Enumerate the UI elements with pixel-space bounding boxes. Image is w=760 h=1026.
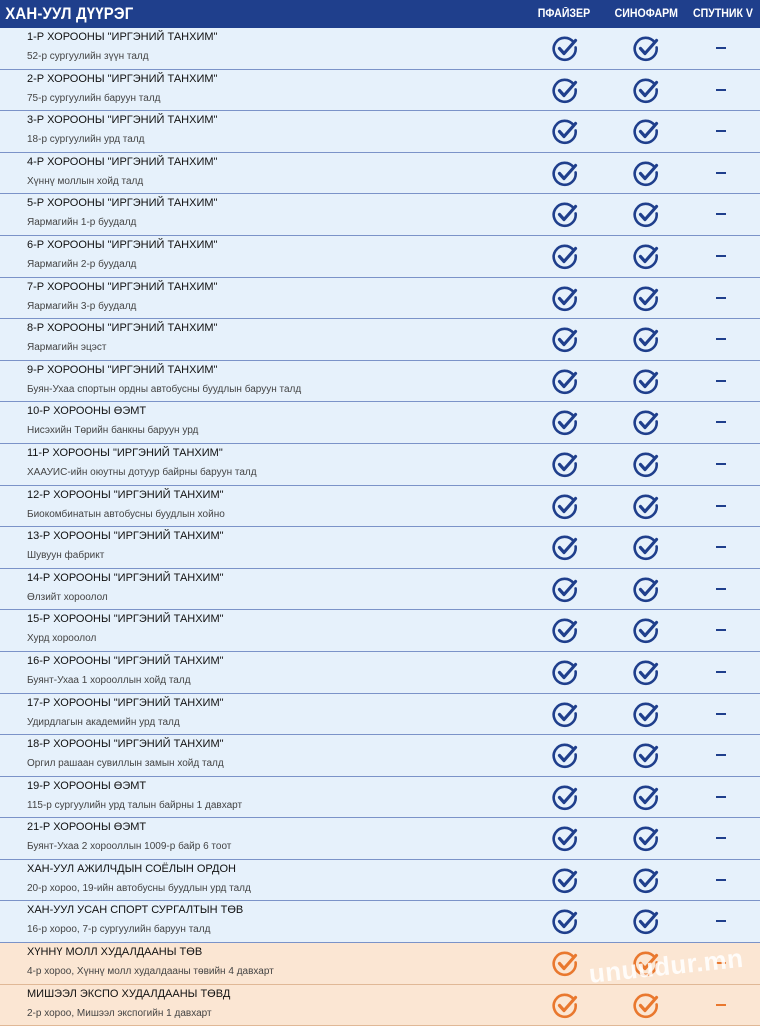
site-address: 2-р хороо, Мишээл экспогийн 1 давхарт — [27, 1007, 212, 1019]
site-name: ХАН-УУЛ УСАН СПОРТ СУРГАЛТЫН ТӨВ — [27, 904, 244, 917]
site-address: Нисэхийн Төрийн банкны баруун урд — [27, 425, 199, 437]
check-circle-icon — [632, 35, 660, 63]
table-row — [0, 694, 760, 736]
dash-icon — [716, 671, 726, 673]
site-name: 11-Р ХОРООНЫ "ИРГЭНИЙ ТАНХИМ" — [27, 446, 223, 459]
table-row — [0, 319, 760, 361]
site-name: 9-Р ХОРООНЫ "ИРГЭНИЙ ТАНХИМ" — [27, 363, 218, 376]
check-circle-icon — [551, 784, 579, 812]
dash-icon — [716, 130, 726, 132]
table-row — [0, 901, 760, 943]
check-circle-icon — [632, 576, 660, 604]
site-name: 17-Р ХОРООНЫ "ИРГЭНИЙ ТАНХИМ" — [27, 696, 224, 709]
site-name: 15-Р ХОРООНЫ "ИРГЭНИЙ ТАНХИМ" — [27, 613, 224, 626]
site-name: 5-Р ХОРООНЫ "ИРГЭНИЙ ТАНХИМ" — [27, 197, 218, 210]
table-row — [0, 278, 760, 320]
check-circle-icon — [551, 867, 579, 895]
check-circle-icon — [551, 576, 579, 604]
check-circle-icon — [632, 77, 660, 105]
check-circle-icon — [551, 77, 579, 105]
dash-icon — [716, 629, 726, 631]
dash-icon — [716, 338, 726, 340]
site-name: 10-Р ХОРООНЫ ӨЭМТ — [27, 405, 147, 418]
check-circle-icon — [632, 784, 660, 812]
site-address: Яармагийн 1-р буудалд — [27, 217, 137, 229]
site-name: 6-Р ХОРООНЫ "ИРГЭНИЙ ТАНХИМ" — [27, 238, 218, 251]
check-circle-icon — [551, 701, 579, 729]
site-name: 21-Р ХОРООНЫ ӨЭМТ — [27, 821, 147, 834]
site-address: Яармагийн 2-р буудалд — [27, 258, 137, 270]
dash-icon — [716, 213, 726, 215]
table-row — [0, 402, 760, 444]
column-header-pfizer: ПФАЙЗЕР — [537, 8, 591, 20]
site-address: Биокомбинатын автобусны буудлын хойно — [27, 508, 225, 520]
dash-icon — [716, 89, 726, 91]
table-row — [0, 70, 760, 112]
district-title: ХАН-УУЛ ДҮҮРЭГ — [5, 4, 134, 23]
table-row — [0, 194, 760, 236]
watermark-text: unuudur.mn — [587, 942, 745, 989]
check-circle-icon — [551, 368, 579, 396]
check-circle-icon — [632, 326, 660, 354]
site-address: Яармагийн эцэст — [27, 342, 107, 354]
check-circle-icon — [632, 201, 660, 229]
site-address: 20-р хороо, 19-ийн автобусны буудлын урд талд — [27, 882, 251, 894]
site-address: Өлзийт хороолол — [27, 591, 108, 603]
check-circle-icon — [551, 326, 579, 354]
check-circle-icon — [551, 617, 579, 645]
site-address: Оргил рашаан сувиллын замын хойд талд — [27, 758, 224, 770]
site-address: Буянт-Ухаа 1 хорооллын хойд талд — [27, 674, 191, 686]
table-row — [0, 652, 760, 694]
check-circle-icon — [551, 285, 579, 313]
check-circle-icon — [551, 742, 579, 770]
check-circle-icon — [551, 201, 579, 229]
check-circle-icon — [632, 243, 660, 271]
dash-icon — [716, 463, 726, 465]
check-circle-icon — [632, 825, 660, 853]
dash-icon — [716, 879, 726, 881]
site-address: Шувуун фабрикт — [27, 550, 105, 562]
site-name: МИШЭЭЛ ЭКСПО ХУДАЛДААНЫ ТӨВД — [27, 987, 231, 1000]
check-circle-icon — [632, 742, 660, 770]
table-row — [0, 610, 760, 652]
check-circle-icon — [632, 908, 660, 936]
site-address: ХААУИС-ийн оюутны дотуур байрны баруун талд — [27, 466, 257, 478]
table-row — [0, 236, 760, 278]
check-circle-icon — [551, 659, 579, 687]
site-name: ХАН-УУЛ АЖИЛЧДЫН СОЁЛЫН ОРДОН — [27, 862, 236, 875]
check-circle-icon — [551, 118, 579, 146]
site-address: Хурд хороолол — [27, 633, 97, 645]
table-row — [0, 818, 760, 860]
check-circle-icon — [632, 617, 660, 645]
check-circle-icon — [551, 243, 579, 271]
column-header-sputnik: СПУТНИК V — [692, 8, 754, 20]
site-address: Буянт-Ухаа 2 хорооллын 1009-р байр 6 тоот — [27, 841, 232, 853]
check-circle-icon — [632, 409, 660, 437]
check-circle-icon — [551, 534, 579, 562]
site-address: Хүннү моллын хойд талд — [27, 175, 144, 187]
dash-icon — [716, 754, 726, 756]
site-address: 4-р хороо, Хүннү молл худалдааны төвийн 4 давхарт — [27, 966, 274, 978]
check-circle-icon — [632, 867, 660, 895]
site-name: 18-Р ХОРООНЫ "ИРГЭНИЙ ТАНХИМ" — [27, 738, 224, 751]
check-circle-icon — [551, 992, 579, 1020]
check-circle-icon — [632, 701, 660, 729]
dash-icon — [716, 421, 726, 423]
check-circle-icon — [632, 285, 660, 313]
dash-icon — [716, 837, 726, 839]
table-row — [0, 444, 760, 486]
table-row — [0, 153, 760, 195]
vaccination-sites-list — [0, 28, 760, 1026]
site-address: 18-р сургуулийн урд талд — [27, 134, 145, 146]
table-row — [0, 777, 760, 819]
site-address: Удирдлагын академийн урд талд — [27, 716, 180, 728]
check-circle-icon — [551, 950, 579, 978]
site-name: 14-Р ХОРООНЫ "ИРГЭНИЙ ТАНХИМ" — [27, 571, 224, 584]
site-address: 52-р сургуулийн зүүн талд — [27, 51, 149, 62]
site-name: 7-Р ХОРООНЫ "ИРГЭНИЙ ТАНХИМ" — [27, 280, 218, 293]
column-header-sinopharm: СИНОФАРМ — [614, 8, 678, 20]
site-name: 3-Р ХОРООНЫ "ИРГЭНИЙ ТАНХИМ" — [27, 114, 218, 127]
site-address: Буян-Ухаа спортын ордны автобусны буудлын баруун талд — [27, 383, 302, 395]
dash-icon — [716, 546, 726, 548]
check-circle-icon — [551, 908, 579, 936]
dash-icon — [716, 920, 726, 922]
check-circle-icon — [551, 35, 579, 63]
check-circle-icon — [551, 825, 579, 853]
check-circle-icon — [632, 493, 660, 521]
site-address: Яармагийн 3-р буудалд — [27, 300, 137, 312]
check-circle-icon — [632, 160, 660, 188]
site-address: 115-р сургуулийн урд талын байрны 1 давхарт — [27, 799, 243, 811]
site-name: 2-Р ХОРООНЫ "ИРГЭНИЙ ТАНХИМ" — [27, 72, 218, 85]
site-name: 8-Р ХОРООНЫ "ИРГЭНИЙ ТАНХИМ" — [27, 322, 218, 335]
check-circle-icon — [551, 493, 579, 521]
table-row — [0, 486, 760, 528]
site-name: 4-Р ХОРООНЫ "ИРГЭНИЙ ТАНХИМ" — [27, 155, 218, 168]
check-circle-icon — [632, 659, 660, 687]
site-name: 19-Р ХОРООНЫ ӨЭМТ — [27, 779, 147, 792]
table-row — [0, 569, 760, 611]
site-name: ХҮННҮ МОЛЛ ХУДАЛДААНЫ ТӨВ — [27, 946, 203, 959]
dash-icon — [716, 255, 726, 257]
check-circle-icon — [551, 409, 579, 437]
dash-icon — [716, 588, 726, 590]
table-row — [0, 527, 760, 569]
dash-icon — [716, 796, 726, 798]
site-name: 1-Р ХОРООНЫ "ИРГЭНИЙ ТАНХИМ" — [27, 31, 218, 43]
site-address: 75-р сургуулийн баруун талд — [27, 92, 161, 104]
check-circle-icon — [632, 534, 660, 562]
table-row — [0, 735, 760, 777]
check-circle-icon — [551, 451, 579, 479]
site-name: 16-Р ХОРООНЫ "ИРГЭНИЙ ТАНХИМ" — [27, 654, 224, 667]
table-row — [0, 860, 760, 902]
dash-icon — [716, 47, 726, 49]
table-row — [0, 361, 760, 403]
check-circle-icon — [551, 160, 579, 188]
table-header — [0, 0, 760, 28]
check-circle-icon — [632, 451, 660, 479]
table-row — [0, 28, 760, 70]
site-name: 13-Р ХОРООНЫ "ИРГЭНИЙ ТАНХИМ" — [27, 530, 224, 543]
check-circle-icon — [632, 118, 660, 146]
table-row — [0, 111, 760, 153]
dash-icon — [716, 297, 726, 299]
site-address: 16-р хороо, 7-р сургуулийн баруун талд — [27, 924, 211, 936]
dash-icon — [716, 380, 726, 382]
dash-icon — [716, 713, 726, 715]
site-name: 12-Р ХОРООНЫ "ИРГЭНИЙ ТАНХИМ" — [27, 488, 224, 501]
dash-icon — [716, 172, 726, 174]
check-circle-icon — [632, 368, 660, 396]
dash-icon — [716, 505, 726, 507]
